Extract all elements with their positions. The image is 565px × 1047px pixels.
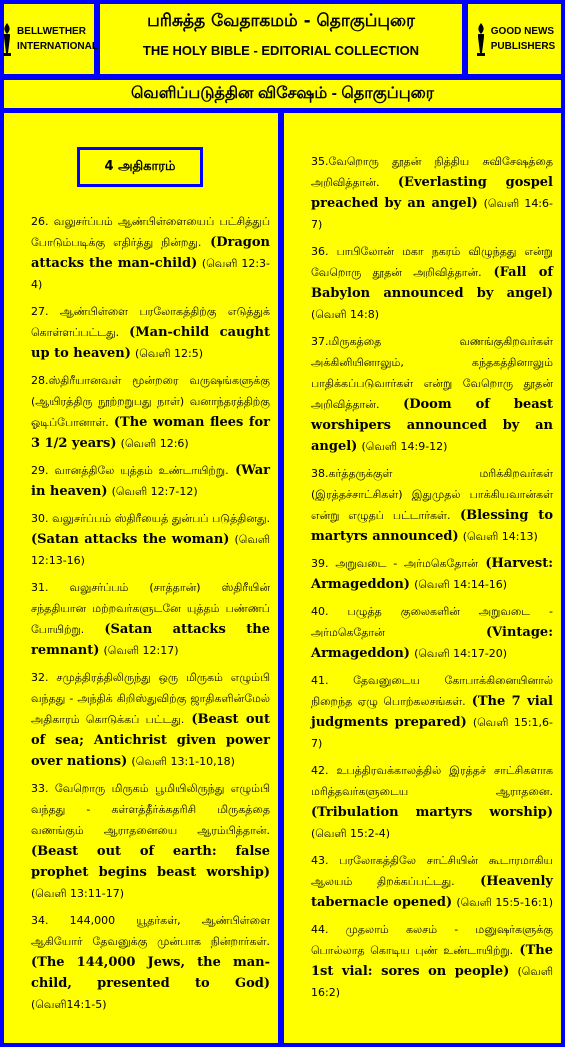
- entry-english-text: (Satan attacks the remnant): [31, 622, 270, 658]
- entry-reference: (வெளி 15:1,6-7): [311, 716, 553, 750]
- entry-item: [311, 331, 553, 457]
- entry-tamil-text: 39. அறுவடை - அர்மகெதோன்: [311, 557, 478, 570]
- torch-icon: [0, 22, 14, 56]
- subheader: வெளிப்படுத்தின விசேஷம் - தொகுப்புரை: [4, 80, 561, 108]
- entry-english-text: (Blessing to martyrs announced): [311, 508, 553, 544]
- entry-reference: (வெளி 14:13): [462, 530, 538, 543]
- entry-item: [31, 577, 270, 661]
- entry-reference: (வெளி 15:2-4): [311, 827, 390, 840]
- entry-item: [31, 667, 270, 772]
- entry-reference: (வெளி 12:5): [134, 347, 204, 360]
- right-entry-list: [311, 151, 553, 1009]
- header-english-title: THE HOLY BIBLE - EDITORIAL COLLECTION: [142, 43, 420, 58]
- entry-item: [31, 211, 270, 295]
- entry-tamil-text: 44. முதலாம் கலசம் - மனுஷர்களுக்கு பொல்லாத கொடிய புண் உண்டாயிற்று.: [311, 923, 553, 957]
- entry-english-text: (The 1st vial: sores on people): [311, 943, 553, 979]
- entry-english-text: (Everlasting gospel preached by an angel): [311, 175, 553, 211]
- entry-tamil-text: 40. பழுத்த குலைகளின் அறுவடை - அர்மகெதோன்: [311, 605, 553, 639]
- logo-right-line1: GOOD NEWS: [490, 26, 555, 37]
- right-column: [284, 113, 561, 1043]
- header: [100, 4, 462, 74]
- logo-left-line1: BELLWETHER: [17, 26, 86, 37]
- entry-tamil-text: 35.வேறொரு தூதன் நித்திய சுவிசேஷத்தை அறிவித்தான்.: [311, 155, 553, 189]
- logo-right-line2: PUBLISHERS: [490, 41, 556, 52]
- entry-reference: (வெளி14:1-5): [31, 998, 107, 1011]
- entry-tamil-text: 27. ஆண்பிள்ளை பரலோகத்திற்கு எடுத்துக் கொள்ளப்பட்டது.: [31, 305, 270, 339]
- entry-tamil-text: 33. வேறொரு மிருகம் பூமியிலிருந்து எழும்பி வந்தது - கள்ளத்தீர்க்கதரிசி மிருகத்தை வணங்கும் ஆராதனையை ஆரம்பித்தான்.: [31, 782, 270, 837]
- entry-english-text: (Satan attacks the woman): [31, 532, 230, 547]
- entry-reference: (வெளி 12:13-16): [31, 533, 271, 567]
- entry-tamil-text: 31. வலுசர்ப்பம் (சாத்தான்) ஸ்திரீயின் சந்ததியான மற்றவர்களுடனே யுத்தம் பண்ணப் போயிற்று.: [31, 581, 270, 636]
- left-entry-list: [31, 211, 270, 1021]
- chapter-label: 4 அதிகாரம்: [77, 147, 203, 187]
- entry-tamil-text: 32. சமுத்திரத்திலிருந்து ஒரு மிருகம் எழும்பி வந்தது - அந்திக் கிறிஸ்துவிற்கு ஜாதிகளின்மேல் அதிகாரம் கொடுக்கப் பட்டது.: [31, 671, 270, 726]
- entry-tamil-text: 36. பாபிலோன் மகா நகரம் விழுந்தது என்று வேறொரு தூதன் அறிவித்தான்.: [311, 245, 553, 279]
- entry-english-text: (Vintage: Armageddon): [311, 625, 553, 661]
- entry-item: [311, 463, 553, 547]
- entry-english-text: (War in heaven): [31, 463, 270, 499]
- entry-item: [311, 919, 553, 1003]
- header-tamil-title: பரிசுத்த வேதாகமம் - தொகுப்புரை: [147, 11, 415, 31]
- entry-tamil-text: 34. 144,000 யூதர்கள், ஆண்பிள்ளை ஆகியோர் தேவனுக்கு முன்பாக நின்றார்கள்.: [31, 914, 270, 948]
- entry-item: [311, 151, 553, 235]
- entry-item: [31, 370, 270, 454]
- entry-reference: (வெளி 14:9-12): [361, 440, 448, 453]
- entry-tamil-text: 26. வலுசர்ப்பம் ஆண்பிள்ளையைப் பட்சித்துப் போடும்படிக்கு எதிர்த்து நின்றது.: [31, 215, 270, 249]
- entry-english-text: (Heavenly tabernacle opened): [311, 874, 553, 910]
- entry-reference: (வெளி 13:11-17): [31, 887, 124, 900]
- entry-tamil-text: 30. வலுசர்ப்பம் ஸ்திரீயைத் துன்பப் படுத்தினது.: [31, 512, 270, 525]
- entry-item: [31, 301, 270, 364]
- entry-item: [311, 601, 553, 664]
- entry-english-text: (The 7 vial judgments prepared): [311, 694, 553, 730]
- entry-item: [31, 460, 270, 502]
- entry-english-text: (Dragon attacks the man-child): [31, 235, 270, 271]
- entry-tamil-text: 41. தேவனுடைய கோபாக்கினையினால் நிறைந்த ஏழு பொற்கலசங்கள்.: [311, 674, 553, 708]
- torch-icon: [474, 22, 488, 56]
- logo-left: [4, 4, 98, 74]
- entry-english-text: (Tribulation martyrs worship): [311, 805, 553, 820]
- entry-item: [311, 553, 553, 595]
- entry-reference: (வெளி 14:8): [311, 308, 380, 321]
- entry-english-text: (Doom of beast worshipers announced by an angel): [311, 397, 553, 454]
- entry-reference: (வெளி 14:6-7): [311, 197, 553, 231]
- logo-right: [468, 4, 561, 74]
- entry-english-text: (Man-child caught up to heaven): [31, 325, 270, 361]
- entry-english-text: (Beast out of earth: false prophet begins beast worship): [31, 844, 270, 880]
- entry-item: [311, 850, 553, 913]
- entry-item: [311, 670, 553, 754]
- entry-tamil-text: 42. உபத்திரவக்காலத்தில் இரத்தச் சாட்சிகளாக மரித்தவர்களுடைய ஆராதனை.: [311, 764, 553, 798]
- entry-reference: (வெளி 13:1-10,18): [131, 755, 235, 768]
- entry-reference: (வெளி 12:6): [120, 437, 189, 450]
- entry-english-text: (Fall of Babylon announced by angel): [311, 265, 553, 301]
- entry-item: [31, 778, 270, 904]
- entry-item: [31, 508, 270, 571]
- entry-reference: (வெளி 16:2): [311, 965, 553, 999]
- entry-english-text: (The 144,000 Jews, the man-child, presented to God): [31, 955, 270, 991]
- entry-tamil-text: 28.ஸ்திரீயானவள் மூன்றரை வருஷங்களுக்கு (ஆயிரத்திரு நூற்றறுபது நாள்) வனாந்தரத்திற்கு ஓடிப்போனாள்.: [31, 374, 270, 429]
- entry-reference: (வெளி 14:17-20): [414, 647, 508, 660]
- entry-reference: (வெளி 12:3-4): [31, 257, 270, 291]
- left-column: [4, 113, 278, 1043]
- entry-tamil-text: 38.கர்த்தருக்குள் மரிக்கிறவர்கள் (இரத்தச்சாட்சிகள்) இதுமுதல் பாக்கியவான்கள் என்று எழுதப் பட்டார்கள்.: [311, 467, 553, 522]
- entry-english-text: (The woman flees for 3 1/2 years): [31, 415, 270, 451]
- entry-english-text: (Beast out of sea; Antichrist given power over nations): [31, 712, 270, 769]
- entry-tamil-text: 29. வானத்திலே யுத்தம் உண்டாயிற்று.: [31, 464, 229, 477]
- entry-reference: (வெளி 14:14-16): [414, 578, 508, 591]
- entry-english-text: (Harvest: Armageddon): [311, 556, 553, 592]
- logo-left-line2: INTERNATIONAL: [17, 41, 98, 52]
- entry-reference: (வெளி 12:7-12): [111, 485, 198, 498]
- entry-item: [31, 910, 270, 1015]
- entry-item: [311, 241, 553, 325]
- entry-tamil-text: 43. பரலோகத்திலே சாட்சியின் கூடாரமாகிய ஆலயம் திறக்கப்பட்டது.: [311, 854, 553, 888]
- entry-reference: (வெளி 12:17): [103, 644, 179, 657]
- entry-item: [311, 760, 553, 844]
- entry-tamil-text: 37.மிருகத்தை வணங்குகிறவர்கள் அக்கினியினாலும், கந்தகத்தினாலும் பாதிக்கப்படுவார்கள் என்று வேறொரு தூதன் அறிவித்தான்.: [311, 335, 553, 411]
- entry-reference: (வெளி 15:5-16:1): [456, 896, 554, 909]
